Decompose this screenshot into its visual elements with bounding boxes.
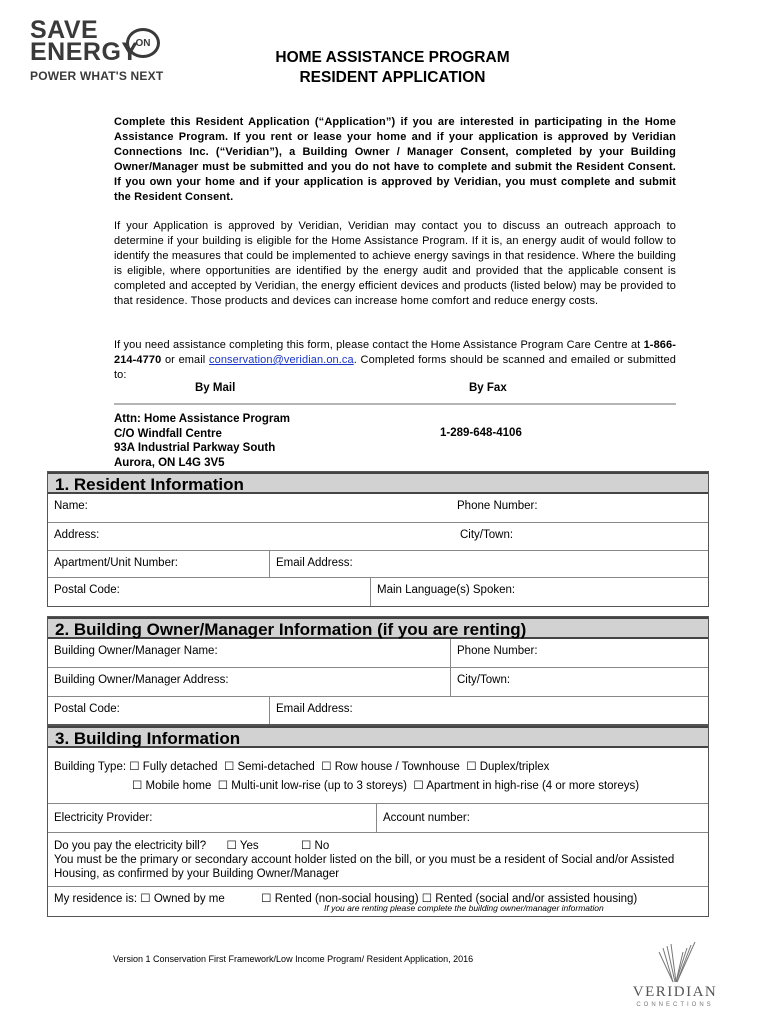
option-label: Fully detached xyxy=(142,761,218,773)
section-3-heading: 3. Building Information xyxy=(48,726,708,748)
veridian-subtext: CONNECTIONS xyxy=(636,1002,714,1008)
renting-note: If you are renting please complete the building owner/manager information xyxy=(324,903,604,913)
checkbox-semi-detached[interactable]: ☐ xyxy=(223,761,235,773)
checkbox-low-rise[interactable]: ☐ xyxy=(217,780,229,792)
resident-phone-field[interactable] xyxy=(451,494,709,522)
field-label: Address: xyxy=(54,529,100,541)
mail-address xyxy=(114,412,290,470)
option-label: No xyxy=(314,840,330,852)
field-label: Phone Number: xyxy=(457,500,538,512)
option-label: Mobile home xyxy=(145,780,212,792)
field-label: Building Owner/Manager Name: xyxy=(54,645,218,657)
checkbox-high-rise[interactable]: ☐ xyxy=(413,780,424,792)
option-label: Apartment in high-rise (4 or more storeys) xyxy=(426,780,640,792)
by-fax-heading: By Fax xyxy=(469,382,507,394)
field-label: Building Owner/Manager Address: xyxy=(54,674,229,686)
logo-on-badge: ON xyxy=(126,28,160,58)
checkbox-duplex[interactable]: ☐ xyxy=(466,761,477,773)
intro-paragraph-2: If your Application is approved by Veridian, Veridian may contact you to discuss an outreach approach to determine if your building is eligible for the Home Assistance Program. If it is, an energy audit of would follow to identify the measures that could be implemented to achieve energy savings in that residence. Where the building is eligible, where opportunities are identified by the energy audit and provided that the applicable consent is completed and accepted by Veridian, the energy efficient devices and products (listed below) may be provided to that residence. Those products and devices can increase home comfort and reduce energy costs. xyxy=(114,220,676,307)
checkbox-fully-detached[interactable]: ☐ xyxy=(129,761,140,773)
veridian-logo xyxy=(625,940,725,1010)
field-label: Main Language(s) Spoken: xyxy=(377,584,516,596)
contact-text-2: or email xyxy=(161,354,210,366)
field-label: Phone Number: xyxy=(457,645,538,657)
page-subtitle: RESIDENT APPLICATION xyxy=(299,69,486,86)
contact-text-1: If you need assistance completing this form, please contact the Home Assistance Program Care Centre at xyxy=(114,339,644,351)
field-label: Postal Code: xyxy=(54,584,120,596)
owner-city-field[interactable] xyxy=(450,668,709,696)
mail-address-line: Attn: Home Assistance Program xyxy=(114,413,290,425)
option-label: Row house / Townhouse xyxy=(334,761,460,773)
section-1-heading: 1. Resident Information xyxy=(48,472,708,494)
account-holder-note: You must be the primary or secondary account holder listed on the bill, or you must be a resident of Social and/or Assisted Housing, as confirmed by your Building Owner/Manager xyxy=(54,854,675,880)
resident-unit-field[interactable] xyxy=(48,551,269,577)
option-label: Owned by me xyxy=(153,893,225,905)
footer-version: Version 1 Conservation First Framework/Low Income Program/ Resident Application, 2016 xyxy=(113,954,474,964)
account-number-field[interactable] xyxy=(376,804,709,832)
field-label: Name: xyxy=(54,500,88,512)
pay-question: Do you pay the electricity bill? xyxy=(54,840,207,852)
fax-number: 1-289-648-4106 xyxy=(440,427,522,439)
building-type-row xyxy=(48,748,708,804)
checkbox-no[interactable]: ☐ xyxy=(301,840,312,852)
owner-address-field[interactable] xyxy=(48,668,450,696)
mail-address-line: C/O Windfall Centre xyxy=(114,427,222,440)
resident-name-field[interactable] xyxy=(48,494,450,522)
bill-payment-row xyxy=(48,833,708,887)
checkbox-row-house[interactable]: ☐ xyxy=(321,761,332,773)
field-label: Postal Code: xyxy=(54,703,120,715)
field-label: City/Town: xyxy=(457,674,511,686)
resident-information-section xyxy=(47,471,709,607)
option-label: Rented (non-social housing) xyxy=(274,893,419,905)
owner-phone-field[interactable] xyxy=(450,639,709,667)
field-label: Email Address: xyxy=(276,703,353,715)
checkbox-rented-social[interactable]: ☐ xyxy=(421,893,433,905)
resident-name-row xyxy=(48,494,708,523)
by-mail-heading: By Mail xyxy=(195,382,236,394)
residence-row xyxy=(48,887,708,916)
checkbox-rented-non-social[interactable]: ☐ xyxy=(261,893,272,905)
checkbox-mobile-home[interactable]: ☐ xyxy=(132,780,143,792)
owner-postal-field[interactable] xyxy=(48,697,269,724)
building-information-section xyxy=(47,725,709,917)
care-centre-phone: 1-866-214-4770 xyxy=(114,339,676,366)
option-label: Semi-detached xyxy=(237,761,315,773)
option-label: Yes xyxy=(239,840,259,852)
owner-name-row xyxy=(48,639,708,668)
owner-email-field[interactable] xyxy=(269,697,709,724)
owner-address-row xyxy=(48,668,708,697)
logo-tagline: POWER WHAT'S NEXT xyxy=(30,69,164,83)
option-label: Rented (social and/or assisted housing) xyxy=(435,893,638,905)
building-owner-section xyxy=(47,616,709,725)
divider xyxy=(114,403,676,405)
section-2-heading: 2. Building Owner/Manager Information (if you are renting) xyxy=(48,617,708,639)
page-title: HOME ASSISTANCE PROGRAM xyxy=(275,49,510,66)
resident-city-field[interactable] xyxy=(454,523,709,550)
option-label: Multi-unit low-rise (up to 3 storeys) xyxy=(231,780,408,792)
save-on-energy-logo xyxy=(30,18,180,88)
building-type-label: Building Type: xyxy=(54,761,127,773)
contact-text-3: . Completed forms should be scanned and emailed or submitted to: xyxy=(114,354,676,381)
checkbox-yes[interactable]: ☐ xyxy=(226,840,237,852)
logo-save-text: SAVE xyxy=(30,16,99,44)
field-label: City/Town: xyxy=(460,529,514,541)
intro-bold-paragraph: Complete this Resident Application (“Application”) if you are interested in participating in the Home Assistance Program. If you rent or lease your home and if your application is approved by Veridian Connections Inc. (“Veridian”), a Building Owner / Manager Consent, completed by your Building Owner/Manager must be submitted and you do not have to complete and submit the Resident Consent. If you own your home and if your application is approved by Veridian, you must complete and submit the Resident Consent. xyxy=(114,116,676,203)
provider-row xyxy=(48,804,708,833)
logo-energy-text: ENERGY xyxy=(30,38,139,66)
bill-payment-group xyxy=(48,833,709,886)
resident-address-field[interactable] xyxy=(48,523,450,550)
option-label: Duplex/triplex xyxy=(479,761,550,773)
checkbox-owned[interactable]: ☐ xyxy=(140,893,151,905)
resident-email-field[interactable] xyxy=(269,551,709,577)
contact-email-link[interactable]: conservation@veridian.on.ca xyxy=(209,354,354,366)
field-label: Email Address: xyxy=(276,557,353,569)
owner-name-field[interactable] xyxy=(48,639,450,667)
building-type-group xyxy=(48,748,709,803)
field-label: Apartment/Unit Number: xyxy=(54,557,178,569)
resident-language-field[interactable] xyxy=(370,578,709,606)
owner-postal-row xyxy=(48,697,708,724)
field-label: Account number: xyxy=(383,812,470,824)
residence-label: My residence is: xyxy=(54,893,138,905)
mail-address-line: 93A Industrial Parkway South xyxy=(114,442,276,454)
veridian-wordmark: VERIDIAN xyxy=(632,984,718,1000)
electricity-provider-field[interactable] xyxy=(48,804,376,832)
field-label: Electricity Provider: xyxy=(54,812,153,824)
resident-unit-row xyxy=(48,551,708,578)
resident-postal-row xyxy=(48,578,708,606)
mail-address-line: Aurora, ON L4G 3V5 xyxy=(114,456,225,469)
intro-paragraph-3 xyxy=(114,338,676,383)
veridian-mark-icon xyxy=(625,940,725,985)
resident-address-row xyxy=(48,523,708,551)
resident-postal-field[interactable] xyxy=(48,578,370,606)
